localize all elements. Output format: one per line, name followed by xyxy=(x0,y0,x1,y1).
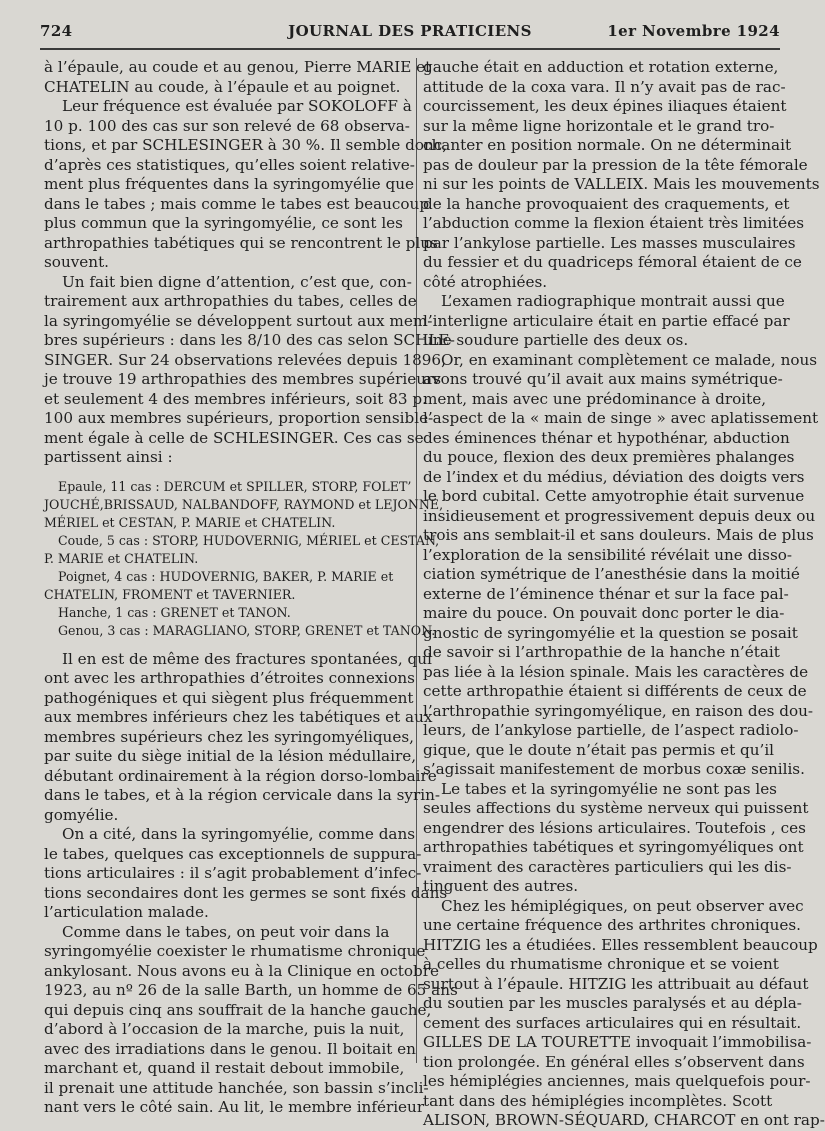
text-line: l’aspect de la « main de singe » avec aplatissement xyxy=(423,409,819,427)
text-line: du soutien par les muscles paralysés et au dépla- xyxy=(423,994,802,1012)
issue-date: 1er Novembre 1924 xyxy=(607,22,780,40)
text-line: l’exploration de la sensibilité révélait une disso- xyxy=(423,545,793,564)
text-line: de savoir si l’arthropathie de la hanche n’était xyxy=(423,643,780,661)
text-line: Un fait bien digne d’attention, c’est que, con- xyxy=(62,272,412,291)
text-line: la syringomyélie se développent surtout aux mem- xyxy=(44,311,433,330)
text-line: 1923, au nº 26 de la salle Barth, un homme de 65 ans xyxy=(44,981,458,999)
text-line: l’interligne articulaire était en partie effacé par xyxy=(423,311,790,330)
text-line: courcissement, les deux épines iliaques étaient xyxy=(423,97,787,115)
text-line: L’examen radiographique montrait aussi que xyxy=(441,292,785,310)
text-line: seules affections du système nerveux qui puissent xyxy=(423,799,809,817)
text-line: nant vers le côté sain. Au lit, le membre inférieur xyxy=(44,1098,425,1116)
text-line: il prenait une attitude hanchée, son bassin s’incli- xyxy=(44,1078,429,1097)
text-line: d’après ces statistiques, qu’elles soient relative- xyxy=(44,155,415,174)
text-line: externe de l’éminence thénar et sur la face pal- xyxy=(423,584,789,603)
page-header xyxy=(40,22,780,44)
list-item: Poignet, 4 cas : HUDOVERNIG, BAKER, P. MARIE et xyxy=(58,568,394,584)
right-column xyxy=(423,58,825,1131)
text-line: cette arthropathie étaient si différents de ceux de xyxy=(423,682,807,700)
text-line: les hémiplégies anciennes, mais quelquefois pour- xyxy=(423,1072,811,1090)
text-line: engendrer des lésions articulaires. Toutefois , ces xyxy=(423,818,806,837)
text-line: pas liée à la lésion spinale. Mais les caractères de xyxy=(423,662,809,681)
paragraph xyxy=(44,272,455,468)
text-line: et seulement 4 des membres inférieurs, soit 83 p. xyxy=(44,389,427,408)
text-line: ciation symétrique de l’anesthésie dans la moitié xyxy=(423,565,800,583)
text-line: des éminences thénar et hypothénar, abduction xyxy=(423,428,790,447)
text-line: une soudure partielle des deux os. xyxy=(423,331,689,349)
paragraph xyxy=(44,58,432,97)
text-line: maire du pouce. On pouvait donc porter le dia- xyxy=(423,604,785,622)
text-line: On a cité, dans la syringomyélie, comme dans xyxy=(62,825,416,843)
text-line: syringomyélie coexister le rhumatisme chronique xyxy=(44,942,426,960)
journal-title: JOURNAL DES PRATICIENS xyxy=(288,22,532,40)
text-line: SINGER. Sur 24 observations relevées depuis 1896, xyxy=(44,350,446,369)
text-line: tant dans des hémiplégies incomplètes. Scott xyxy=(423,1091,773,1110)
text-line: qui depuis cinq ans souffrait de la hanche gauche, xyxy=(44,1000,432,1019)
text-line: une certaine fréquence des arthrites chroniques. xyxy=(423,916,802,934)
text-line: partissent ainsi : xyxy=(44,448,173,466)
text-line: tions, et par SCHLESINGER à 30 %. Il semble donc, xyxy=(44,136,448,154)
text-line: ankylosant. Nous avons eu à la Clinique en octobre xyxy=(44,961,440,980)
text-line: tions articulaires : il s’agit probablement d’infec- xyxy=(44,864,422,882)
text-line: l’arthropathie syringomyélique, en raison des dou- xyxy=(423,701,814,720)
text-line: ment plus fréquentes dans la syringomyélie que xyxy=(44,175,414,193)
text-line: ont avec les arthropathies d’étroites connexions xyxy=(44,669,415,687)
list-item: Coude, 5 cas : STORP, HUDOVERNIG, MÉRIEL et CESTAN, xyxy=(58,532,440,548)
list-item: MÉRIEL et CESTAN, P. MARIE et CHATELIN. xyxy=(44,514,336,530)
text-line: surtout à l’épaule. HITZIG les attribuait au défaut xyxy=(423,974,809,993)
text-line: tion prolongée. En général elles s’observent dans xyxy=(423,1052,805,1071)
paragraph xyxy=(44,649,441,826)
text-line: Leur fréquence est évaluée par SOKOLOFF à xyxy=(62,97,412,115)
list-item: JOUCHÉ,BRISSAUD, NALBANDOFF, RAYMOND et LEJONNE, xyxy=(44,496,444,512)
paragraph xyxy=(44,97,448,273)
text-line: du pouce, flexion des deux premières phalanges xyxy=(423,448,795,466)
text-line: trois ans semblait-il et sans douleurs. Mais de plus xyxy=(423,526,814,544)
text-line: s’agissait manifestement de morbus coxæ senilis. xyxy=(423,760,805,778)
list-item: CHATELIN, FROMENT et TAVERNIER. xyxy=(44,586,296,602)
text-line: 100 aux membres supérieurs, proportion sensible- xyxy=(44,409,434,427)
paragraph xyxy=(423,58,820,292)
text-line: marchant et, quand il restait debout immobile, xyxy=(44,1059,405,1077)
text-line: gnostic de syringomyélie et la question se posait xyxy=(423,623,798,642)
text-line: avons trouvé qu’il avait aux mains symétrique- xyxy=(423,370,783,388)
text-line: pathogéniques et qui siègent plus fréquemment xyxy=(44,688,414,707)
paragraph xyxy=(44,922,458,1118)
text-line: dans le tabes, et à la région cervicale dans la syrin- xyxy=(44,786,441,804)
list-item: Epaule, 11 cas : DERCUM et SPILLER, STORP, FOLET’ xyxy=(58,478,412,494)
text-line: le bord cubital. Cette amyotrophie était survenue xyxy=(423,487,805,505)
text-line: 10 p. 100 des cas sur son relevé de 68 observa- xyxy=(44,116,410,135)
text-line: aux membres inférieurs chez les tabétiques et aux xyxy=(44,708,433,726)
text-line: Chez les hémiplégiques, on peut observer avec xyxy=(441,896,804,915)
text-line: arthropathies tabétiques et syringomyéliques ont xyxy=(423,838,804,856)
text-line: de la hanche provoquaient des craquements, et xyxy=(423,194,790,213)
text-line: tions secondaires dont les germes se sont fixés dans xyxy=(44,883,448,902)
text-line: Il en est de même des fractures spontanées, qui xyxy=(62,649,432,668)
text-line: chanter en position normale. On ne déterminait xyxy=(423,136,792,154)
text-line: par l’ankylose partielle. Les masses musculaires xyxy=(423,233,796,252)
page-number: 724 xyxy=(40,22,73,40)
paragraph xyxy=(44,825,448,923)
text-line: à celles du rhumatisme chronique et se voient xyxy=(423,955,779,973)
text-line: ment égale à celle de SCHLESINGER. Ces cas se xyxy=(44,428,424,447)
text-line: le tabes, quelques cas exceptionnels de suppura- xyxy=(44,844,422,863)
text-line: attitude de la coxa vara. Il n’y avait pas de rac- xyxy=(423,77,786,96)
text-line: débutant ordinairement à la région dorso-lombaire xyxy=(44,766,437,785)
text-line: ni sur les points de VALLEIX. Mais les mouvements xyxy=(423,175,820,193)
text-line: ALISON, BROWN-SÉQUARD, CHARCOT en ont rap- xyxy=(423,1111,825,1129)
text-line: Or, en examinant complètement ce malade, nous xyxy=(441,350,818,369)
text-line: de l’index et du médius, déviation des doigts vers xyxy=(423,467,805,486)
text-line: gauche était en adduction et rotation externe, xyxy=(423,58,779,76)
paragraph xyxy=(423,350,819,780)
text-line: trairement aux arthropathies du tabes, celles de xyxy=(44,292,417,310)
list-item: Hanche, 1 cas : GRENET et TANON. xyxy=(58,604,291,620)
text-line: pas de douleur par la pression de la tête fémorale xyxy=(423,155,808,174)
text-line: plus commun que la syringomyélie, ce sont les xyxy=(44,214,403,232)
text-line: arthropathies tabétiques qui se rencontrent le plus xyxy=(44,233,438,252)
text-line: je trouve 19 arthropathies des membres supérieurs xyxy=(44,370,442,388)
text-line: souvent. xyxy=(44,253,109,271)
text-line: ment, mais avec une prédominance à droite, xyxy=(423,389,767,408)
text-line: avec des irradiations dans le genou. Il boitait en xyxy=(44,1039,416,1058)
text-line: Comme dans le tabes, on peut voir dans la xyxy=(62,922,390,941)
text-line: CHATELIN au coude, à l’épaule et au poignet. xyxy=(44,77,401,96)
text-line: bres supérieurs : dans les 8/10 des cas selon SCHLE- xyxy=(44,331,455,349)
text-line: cement des surfaces articulaires qui en résultait. xyxy=(423,1013,802,1032)
text-line: tinguent des autres. xyxy=(423,877,579,895)
text-line: dans le tabes ; mais comme le tabes est beaucoup xyxy=(44,194,430,213)
text-line: gomyélie. xyxy=(44,805,119,824)
list-item: P. MARIE et CHATELIN. xyxy=(44,550,199,566)
text-line: GILLES DE LA TOURETTE invoquait l’immobilisa- xyxy=(423,1033,812,1051)
text-line: HITZIG les a étudiées. Elles ressemblent beaucoup xyxy=(423,935,818,954)
text-line: membres supérieurs chez les syringomyéliques, xyxy=(44,727,414,746)
paragraph xyxy=(423,779,809,897)
text-line: côté atrophiées. xyxy=(423,272,548,291)
spacer xyxy=(44,468,409,474)
text-line: d’abord à l’occasion de la marche, puis la nuit, xyxy=(44,1020,405,1038)
text-line: insidieusement et progressivement depuis deux ou xyxy=(423,506,816,525)
paragraph xyxy=(423,292,790,351)
text-line: l’articulation malade. xyxy=(44,903,209,921)
text-line: sur la même ligne horizontale et le grand tro- xyxy=(423,116,775,135)
text-line: leurs, de l’ankylose partielle, de l’aspect radiolo- xyxy=(423,721,799,739)
text-line: Le tabes et la syringomyélie ne sont pas les xyxy=(441,779,777,798)
text-line: vraiment des caractères particuliers qui les dis- xyxy=(423,857,792,876)
text-line: par suite du siège initial de la lésion médullaire, xyxy=(44,747,417,765)
text-line: gique, que le doute n’était pas permis et qu’il xyxy=(423,740,775,759)
left-column xyxy=(44,58,458,1118)
spacer xyxy=(44,640,409,650)
case-list xyxy=(44,478,444,640)
paragraph xyxy=(423,896,825,1131)
list-item: Genou, 3 cas : MARAGLIANO, STORP, GRENET et TANON. xyxy=(58,622,436,638)
header-rule xyxy=(40,48,780,50)
text-line: l’abduction comme la flexion étaient très limitées xyxy=(423,214,805,232)
text-line: à l’épaule, au coude et au genou, Pierre MARIE et xyxy=(44,58,432,76)
text-line: du fessier et du quadriceps fémoral étaient de ce xyxy=(423,253,802,271)
